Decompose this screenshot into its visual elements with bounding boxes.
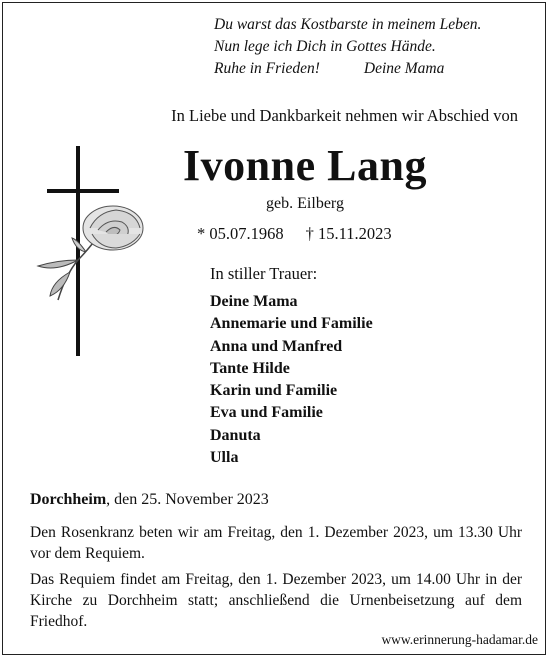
mourning-label: In stiller Trauer:	[210, 264, 318, 283]
intro-text: In Liebe und Dankbarkeit nehmen wir Abschied von	[171, 106, 518, 125]
requiem-info: Das Requiem findet am Freitag, den 1. Dezember 2023, um 14.00 Uhr in der Kirche zu Dorchheim statt; anschließend die Urnenbeisetzung auf dem Friedhof.	[30, 571, 522, 630]
poem-line: Nun lege ich Dich in Gottes Hände.	[214, 38, 436, 55]
website-url: www.erinnerung-hadamar.de	[381, 632, 538, 647]
mourner-name: Deine Mama	[210, 293, 298, 310]
mourners-list	[210, 291, 373, 469]
rose-icon	[28, 200, 148, 310]
date-text: , den 25. November 2023	[106, 491, 269, 508]
poem-line: Du warst das Kostbarste in meinem Leben.	[214, 16, 482, 33]
mourner-name: Danuta	[210, 426, 261, 444]
mourner-name: Tante Hilde	[210, 359, 290, 377]
deceased-name: Ivonne Lang	[183, 141, 427, 190]
mourner-name: Karin und Familie	[210, 382, 338, 400]
mourner-name: Eva und Familie	[210, 404, 323, 422]
mourner-name: Anna und Manfred	[210, 337, 343, 355]
place-name: Dorchheim	[30, 491, 107, 508]
poem	[214, 14, 534, 80]
poem-line: Ruhe in Frieden!	[214, 60, 320, 77]
poem-signature: Deine Mama	[363, 60, 445, 77]
birth-name: geb. Eilberg	[266, 195, 344, 212]
rosary-info: Den Rosenkranz beten wir am Freitag, den 1. Dezember 2023, um 13.30 Uhr vor dem Requiem.	[30, 524, 522, 562]
death-date: † 15.11.2023	[305, 224, 392, 243]
mourner-name: Annemarie und Familie	[210, 315, 373, 333]
mourner-name: Ulla	[210, 449, 239, 467]
place-date	[30, 491, 269, 509]
life-dates	[197, 224, 392, 244]
birth-date: * 05.07.1968	[197, 224, 284, 243]
poem-closing	[214, 58, 534, 80]
